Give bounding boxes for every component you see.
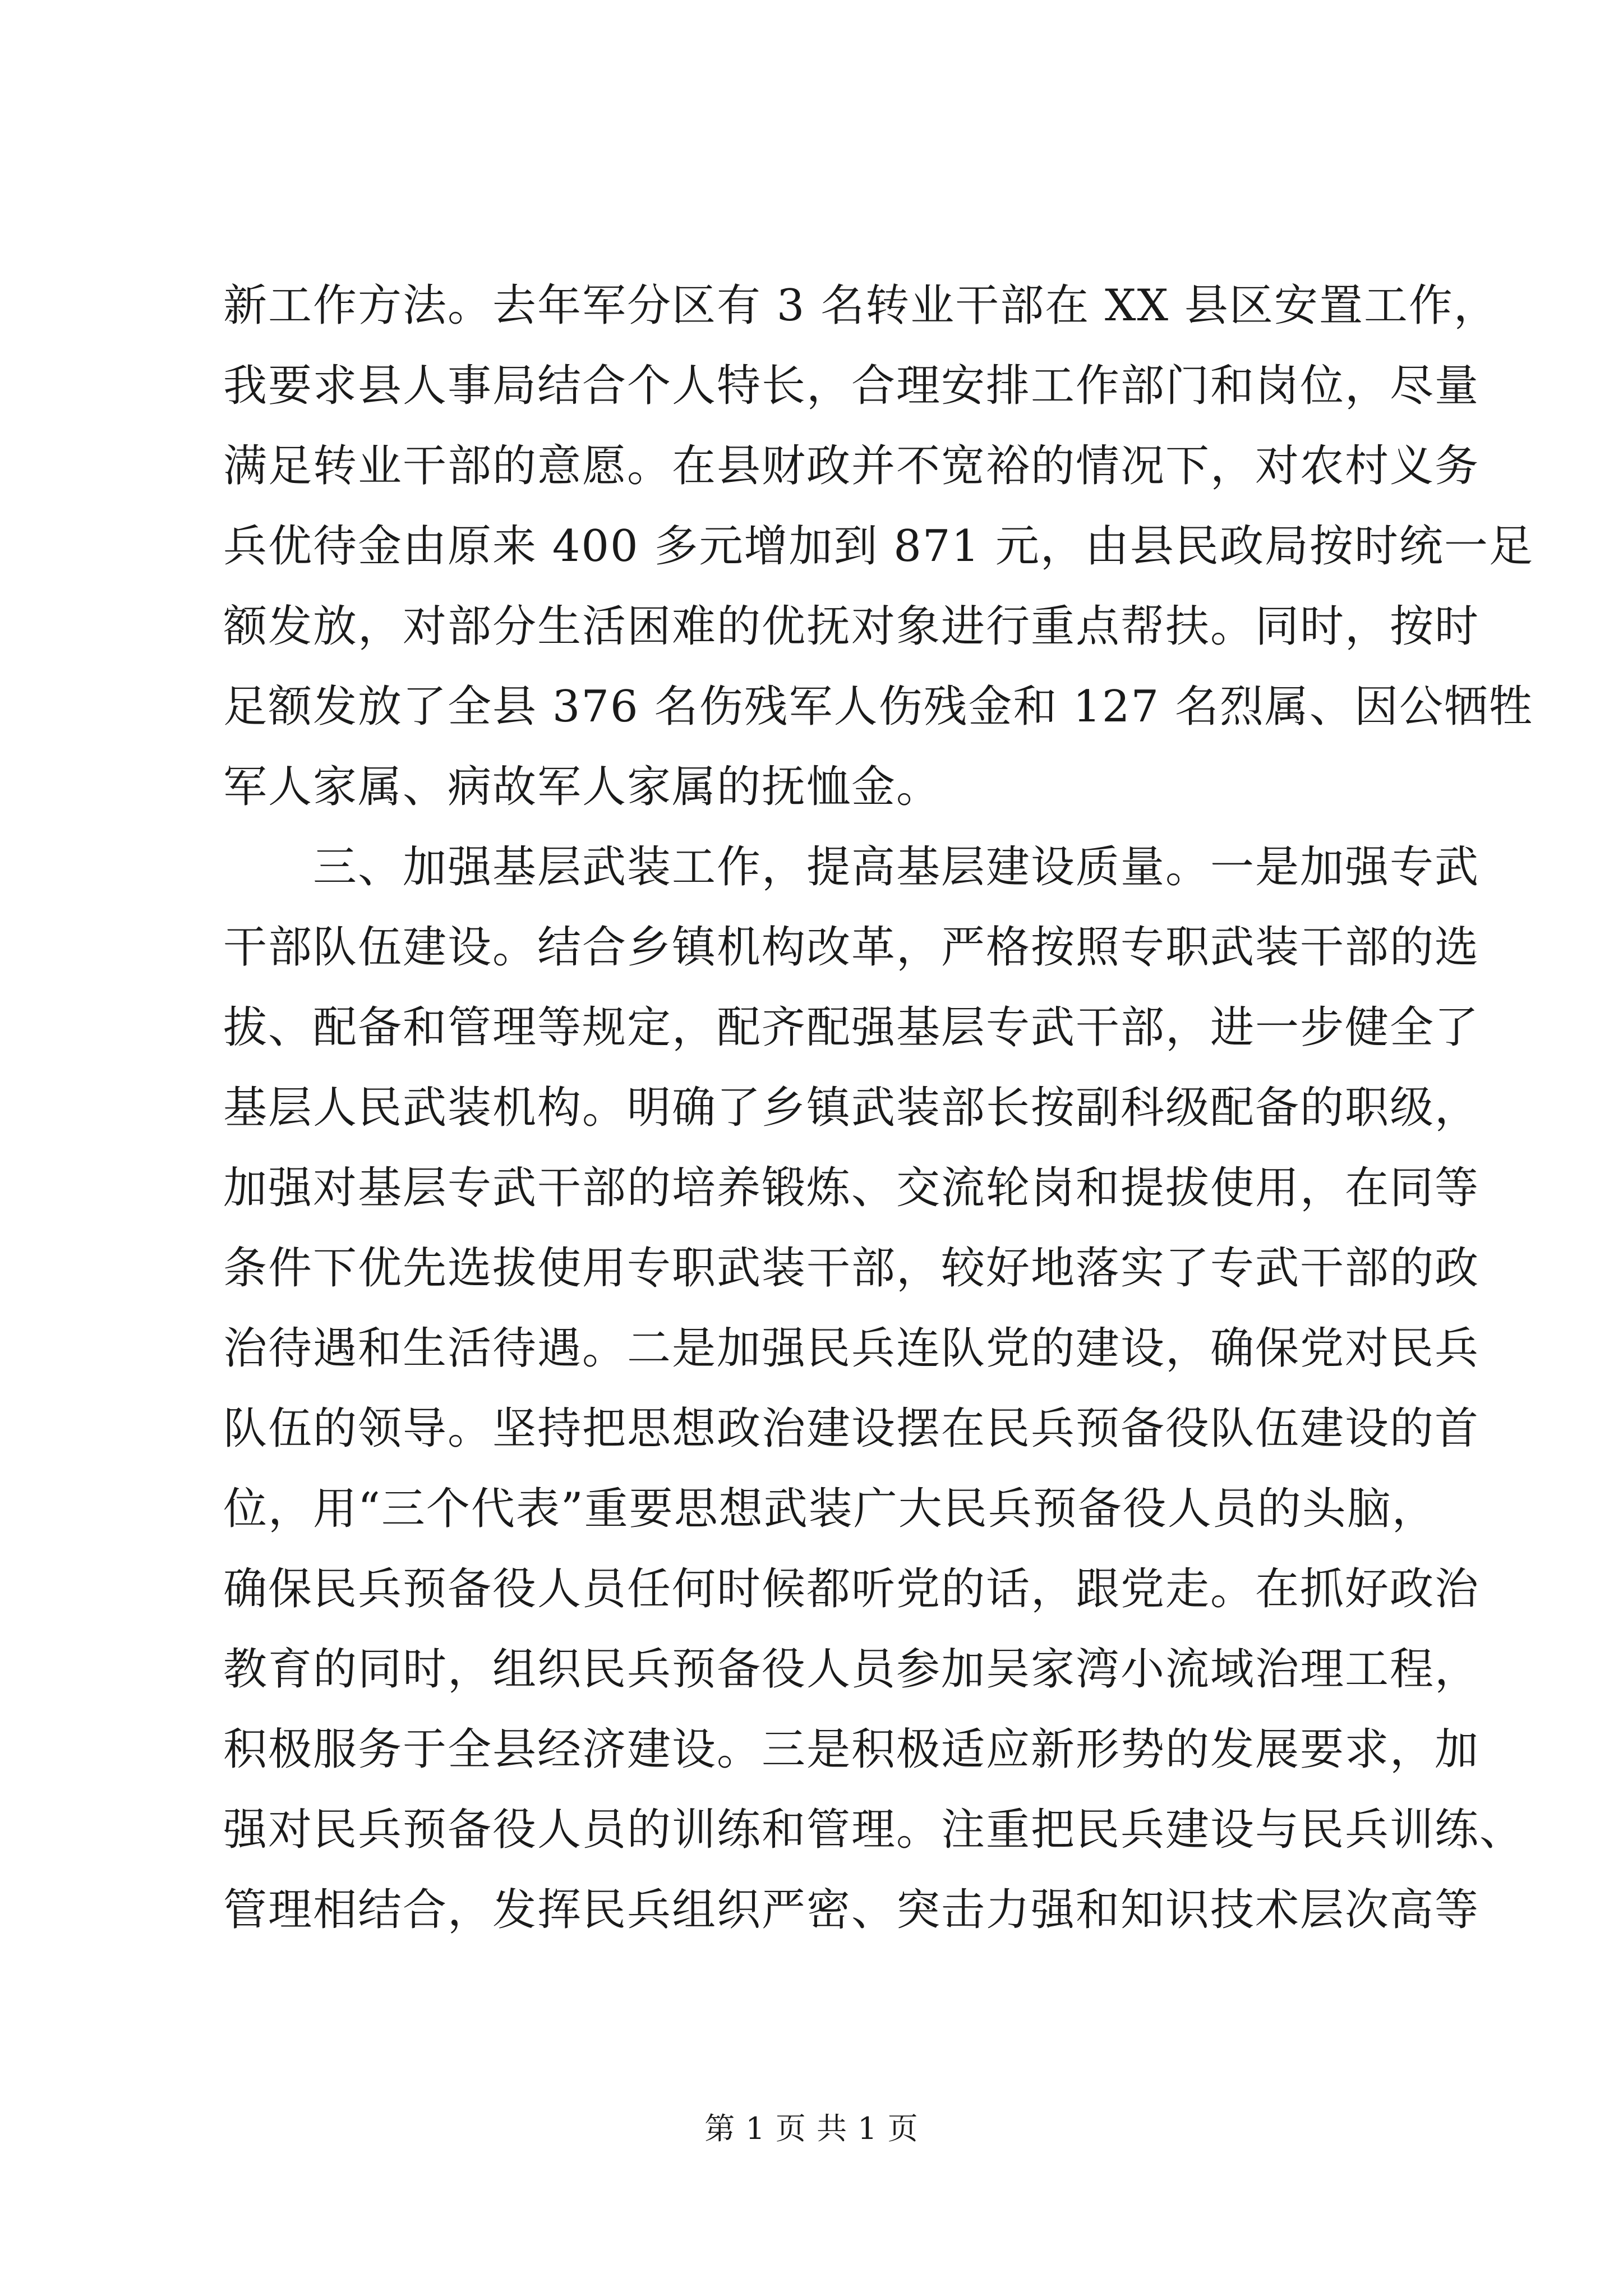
paragraph-line-20: 强对民兵预备役人员的训练和管理。注重把民兵建设与民兵训练、 <box>223 1805 1525 1855</box>
paragraph-line-9: 干部队伍建设。结合乡镇机构改革，严格按照专职武装干部的选 <box>223 922 1480 973</box>
document-body <box>223 266 1534 1950</box>
paragraph-line-4: 兵优待金由原来 400 多元增加到 871 元，由县民政局按时统一足 <box>223 521 1534 572</box>
paragraph-line-3: 满足转业干部的意愿。在县财政并不宽裕的情况下，对农村义务 <box>223 441 1480 491</box>
paragraph-line-19: 积极服务于全县经济建设。三是积极适应新形势的发展要求，加 <box>223 1724 1480 1775</box>
paragraph-line-15: 队伍的领导。坚持把思想政治建设摆在民兵预备役队伍建设的首 <box>223 1404 1480 1454</box>
paragraph-line-2: 我要求县人事局结合个人特长，合理安排工作部门和岗位，尽量 <box>223 361 1480 411</box>
paragraph-line-10: 拔、配备和管理等规定，配齐配强基层专武干部，进一步健全了 <box>223 1002 1480 1053</box>
paragraph-line-7: 军人家属、病故军人家属的抚恤金。 <box>223 762 942 812</box>
paragraph-line-13: 条件下优先选拔使用专职武装干部，较好地落实了专武干部的政 <box>223 1243 1480 1294</box>
paragraph-line-17: 确保民兵预备役人员任何时候都听党的话，跟党走。在抓好政治 <box>223 1564 1480 1614</box>
paragraph-line-8: 三、加强基层武装工作，提高基层建设质量。一是加强专武 <box>223 842 1480 892</box>
paragraph-line-18: 教育的同时，组织民兵预备役人员参加吴家湾小流域治理工程， <box>223 1644 1480 1695</box>
paragraph-line-14: 治待遇和生活待遇。二是加强民兵连队党的建设，确保党对民兵 <box>223 1323 1480 1374</box>
page-number-footer: 第 1 页 共 1 页 <box>704 2111 919 2146</box>
paragraph-line-11: 基层人民武装机构。明确了乡镇武装部长按副科级配备的职级， <box>223 1083 1480 1133</box>
paragraph-line-6: 足额发放了全县 376 名伤残军人伤残金和 127 名烈属、因公牺牲 <box>223 682 1534 732</box>
paragraph-line-5: 额发放，对部分生活困难的优抚对象进行重点帮扶。同时，按时 <box>223 601 1480 652</box>
paragraph-line-1: 新工作方法。去年军分区有 3 名转业干部在 XX 县区安置工作， <box>223 280 1498 331</box>
paragraph-line-21: 管理相结合，发挥民兵组织严密、突击力强和知识技术层次高等 <box>223 1885 1480 1935</box>
paragraph-line-16: 位，用“三个代表”重要思想武装广大民兵预备役人员的头脑， <box>223 1484 1437 1534</box>
paragraph-line-12: 加强对基层专武干部的培养锻炼、交流轮岗和提拔使用，在同等 <box>223 1163 1480 1213</box>
